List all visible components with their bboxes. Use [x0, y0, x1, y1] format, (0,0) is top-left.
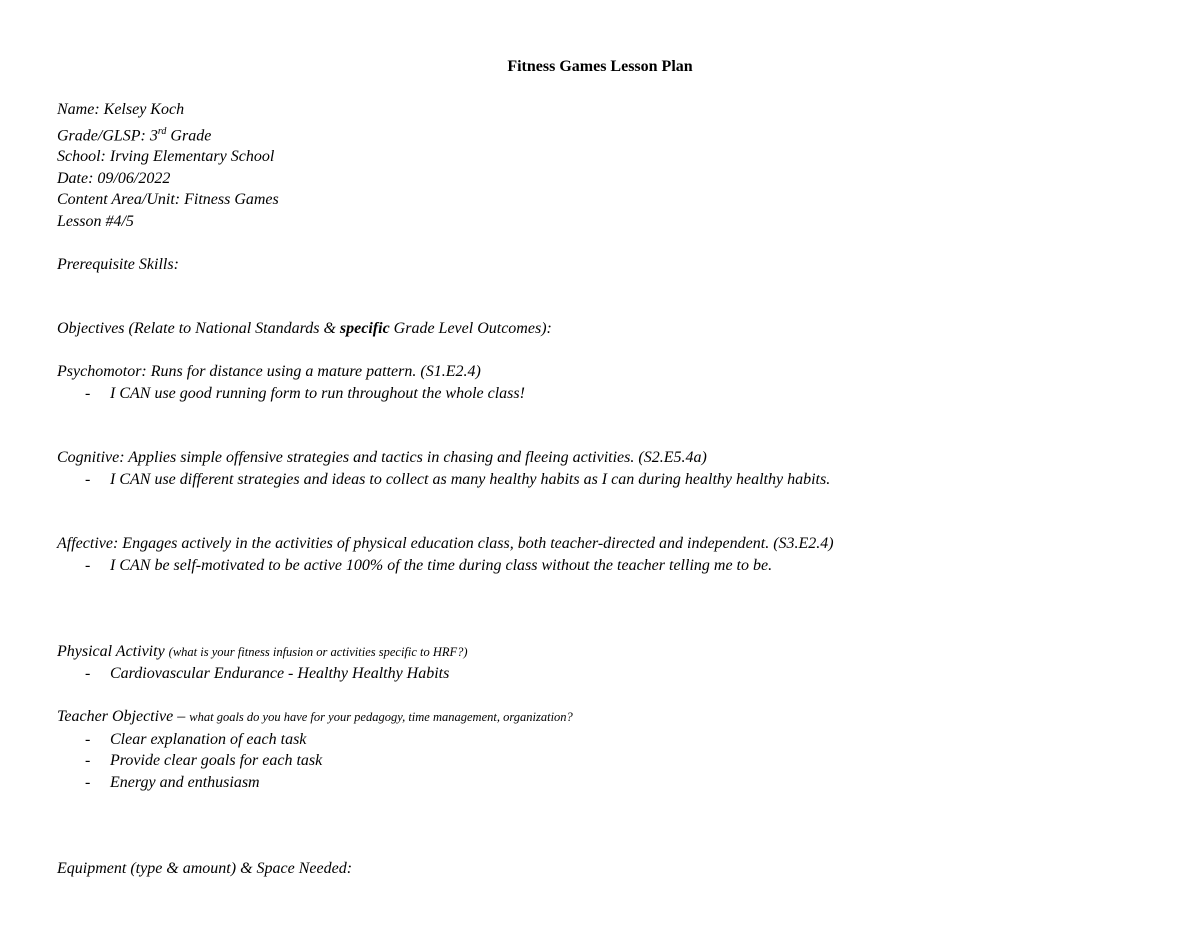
cognitive-bullet-text: I CAN use different strategies and ideas to collect as many healthy habits as I can during healthy healthy habits.: [110, 470, 831, 488]
name-line: Name: Kelsey Koch: [57, 101, 185, 118]
school-line: School: Irving Elementary School: [57, 148, 275, 166]
list-item: [57, 772, 1143, 794]
bullet-dash: -: [85, 556, 91, 574]
objectives-heading-bold: specific: [339, 320, 390, 338]
list-item: [57, 555, 1143, 577]
bullet-dash: -: [85, 730, 91, 748]
date-line: Date: 09/06/2022: [57, 169, 171, 187]
psychomotor-section: [57, 361, 1143, 404]
teacher-objective-heading-note: what goals do you have for your pedagogy, time management, organization?: [189, 710, 573, 725]
bullet-dash: -: [85, 470, 91, 488]
prerequisite-skills-heading: Prerequisite Skills:: [57, 255, 179, 273]
content-area-line: Content Area/Unit: Fitness Games: [57, 191, 279, 209]
list-item: [57, 750, 1143, 772]
physical-activity-heading-note: (what is your fitness infusion or activities specific to HRF?): [168, 644, 468, 659]
list-item: [57, 663, 1143, 685]
affective-bullet-text: I CAN be self-motivated to be active 100% of the time during class without the teacher telling me to be.: [110, 556, 773, 574]
physical-activity-section: [57, 641, 1143, 685]
affective-section: [57, 533, 1143, 576]
affective-heading: Affective: Engages actively in the activities of physical education class, both teacher-directed and independent. (S3.E2.4): [57, 535, 834, 553]
teacher-objective-heading: [57, 706, 1143, 729]
list-item: [57, 469, 1143, 491]
header-info-block: [57, 99, 1143, 232]
grade-line-suffix: Grade: [166, 126, 212, 144]
physical-activity-heading: [57, 641, 1143, 664]
list-item: [57, 383, 1143, 405]
bullet-dash: -: [85, 773, 91, 791]
physical-activity-bullet-text: Cardiovascular Endurance - Healthy Healthy Habits: [110, 665, 450, 683]
teacher-objective-heading-main: Teacher Objective –: [57, 708, 190, 726]
teacher-objective-bullet-3: Energy and enthusiasm: [110, 773, 260, 791]
bullet-dash: -: [85, 384, 91, 402]
grade-line: [57, 121, 1143, 147]
cognitive-heading: Cognitive: Applies simple offensive strategies and tactics in chasing and fleeing activities. (S2.E5.4a): [57, 449, 707, 467]
psychomotor-bullet-text: I CAN use good running form to run throughout the whole class!: [110, 384, 525, 402]
bullet-dash: -: [85, 665, 91, 683]
teacher-objective-section: [57, 706, 1143, 793]
document-title: Fitness Games Lesson Plan: [507, 58, 693, 75]
psychomotor-heading: Psychomotor: Runs for distance using a mature pattern. (S1.E2.4): [57, 363, 481, 381]
teacher-objective-bullet-2: Provide clear goals for each task: [110, 752, 323, 770]
grade-ordinal-superscript: rd: [157, 125, 167, 137]
list-item: [57, 729, 1143, 751]
objectives-heading: [57, 318, 1143, 340]
equipment-heading: Equipment (type & amount) & Space Needed:: [57, 859, 353, 877]
objectives-heading-part2: Grade Level Outcomes):: [389, 320, 552, 338]
lesson-number-line: Lesson #4/5: [57, 212, 134, 230]
teacher-objective-bullet-1: Clear explanation of each task: [110, 730, 307, 748]
physical-activity-heading-main: Physical Activity: [57, 642, 169, 660]
objectives-heading-part1: Objectives (Relate to National Standards &: [57, 320, 340, 338]
grade-line-prefix: Grade/GLSP: 3: [57, 126, 158, 144]
bullet-dash: -: [85, 752, 91, 770]
cognitive-section: [57, 447, 1143, 490]
